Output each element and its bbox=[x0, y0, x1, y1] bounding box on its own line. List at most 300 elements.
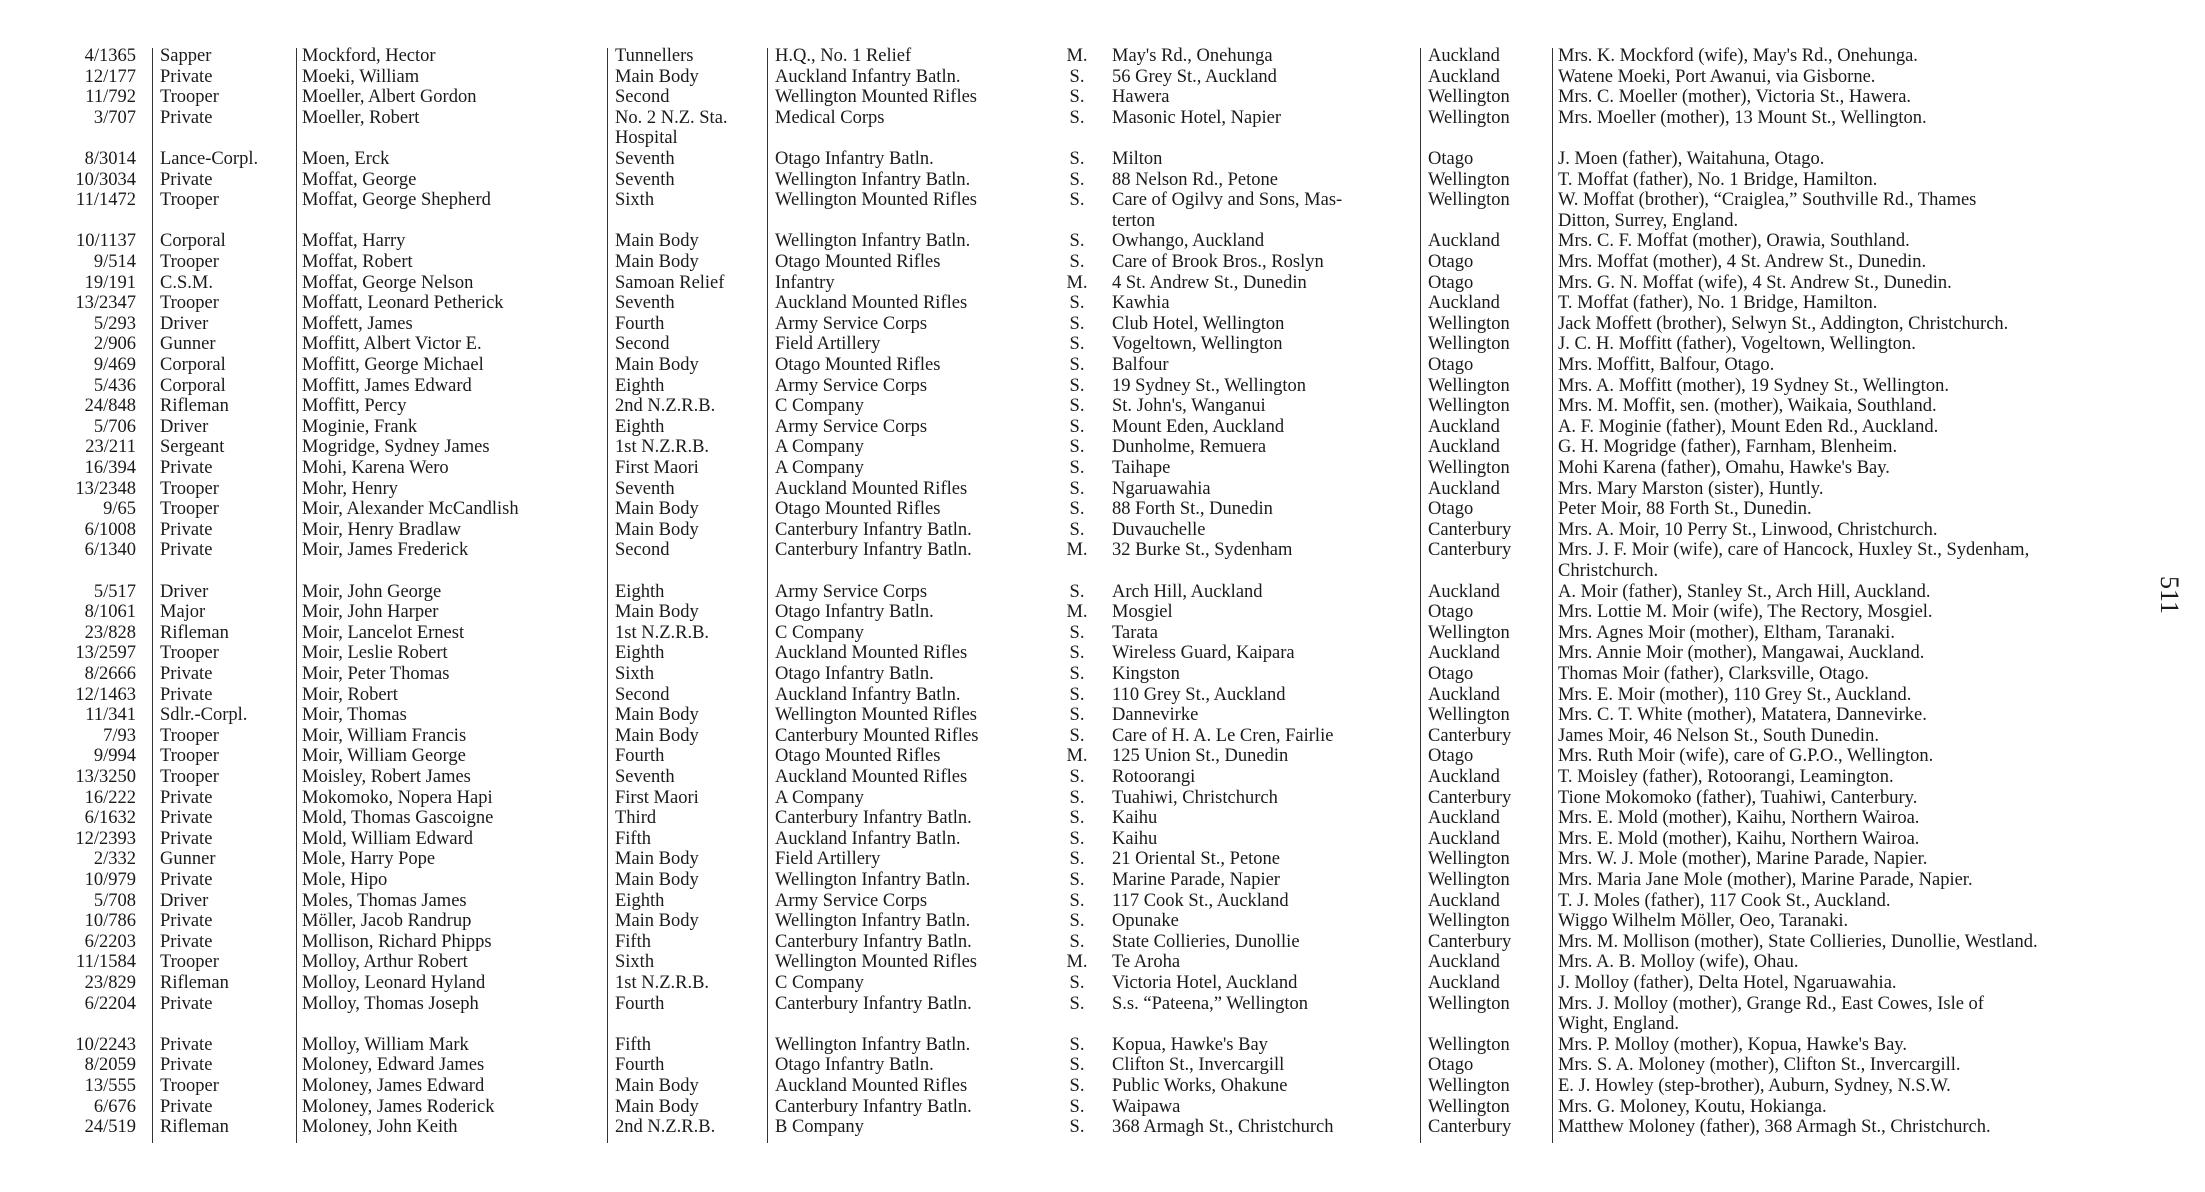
service-number-cell: 12/1463 bbox=[75, 684, 136, 705]
district-cell: Auckland bbox=[1428, 293, 1500, 314]
service-number-cell: 5/293 bbox=[93, 313, 136, 334]
unit-cell: Wellington Infantry Batln. bbox=[775, 169, 971, 190]
marital-status-cell: S. bbox=[1069, 664, 1085, 684]
district-cell: Wellington bbox=[1428, 87, 1510, 108]
rank-cell: Trooper bbox=[160, 643, 219, 664]
rank-cell: Private bbox=[160, 664, 213, 684]
table-row bbox=[0, 231, 2205, 251]
soldier-name-cell: Moir, John Harper bbox=[302, 602, 439, 623]
unit-cell: Wellington Mounted Rifles bbox=[775, 705, 977, 726]
unit-cell: Otago Mounted Rifles bbox=[775, 355, 941, 375]
marital-status-cell: M. bbox=[1066, 602, 1088, 623]
draft-cell: Main Body bbox=[615, 911, 699, 932]
next-of-kin-cell: Mrs. M. Mollison (mother), State Collieries, Dunollie, Westland. bbox=[1558, 931, 2038, 952]
next-of-kin-cell: Mrs. A. B. Molloy (wife), Ohau. bbox=[1558, 952, 1799, 973]
next-of-kin-cell: E. J. Howley (step-brother), Auburn, Sydney, N.S.W. bbox=[1558, 1076, 1951, 1096]
table-row bbox=[0, 170, 2205, 190]
unit-cell: Canterbury Infantry Batln. bbox=[775, 808, 972, 829]
address-cell: Kopua, Hawke's Bay bbox=[1112, 1034, 1268, 1055]
unit-cell: Wellington Infantry Batln. bbox=[775, 1034, 971, 1055]
address-cell: 368 Armagh St., Christchurch bbox=[1112, 1117, 1334, 1138]
next-of-kin-cell: T. Moffat (father), No. 1 Bridge, Hamilton. bbox=[1558, 169, 1878, 190]
address-cell: Te Aroha bbox=[1112, 952, 1181, 973]
draft-cell: Fourth bbox=[615, 993, 665, 1014]
rank-cell: Private bbox=[160, 458, 213, 478]
draft-cell: 2nd N.Z.R.B. bbox=[615, 1117, 716, 1138]
rank-cell: Driver bbox=[160, 416, 209, 437]
unit-cell: Wellington Mounted Rifles bbox=[775, 190, 977, 211]
service-number-cell: 5/517 bbox=[93, 581, 136, 602]
soldier-name-cell: Moeki, William bbox=[302, 66, 420, 87]
draft-cell: Second bbox=[615, 87, 670, 108]
next-of-kin-cell: Jack Moffett (brother), Selwyn St., Addington, Christchurch. bbox=[1558, 313, 2009, 334]
district-cell: Auckland bbox=[1428, 478, 1500, 499]
draft-cell: Fifth bbox=[615, 1034, 651, 1055]
table-row bbox=[0, 685, 2205, 705]
address-cell: 56 Grey St., Auckland bbox=[1112, 66, 1277, 87]
marital-status-cell: S. bbox=[1069, 911, 1085, 932]
draft-cell: Second bbox=[615, 334, 670, 355]
district-cell: Auckland bbox=[1428, 890, 1500, 911]
district-cell: Canterbury bbox=[1428, 725, 1512, 746]
soldier-name-cell: Moginie, Frank bbox=[302, 416, 418, 437]
service-number-cell: 11/341 bbox=[85, 705, 136, 726]
address-cell: State Collieries, Dunollie bbox=[1112, 931, 1300, 952]
marital-status-cell: S. bbox=[1069, 1034, 1085, 1055]
unit-cell: Wellington Infantry Batln. bbox=[775, 870, 971, 890]
draft-cell: Main Body bbox=[615, 870, 699, 890]
soldier-name-cell: Moffat, George bbox=[302, 169, 417, 190]
unit-cell: Canterbury Infantry Batln. bbox=[775, 540, 972, 561]
rank-cell: Corporal bbox=[160, 375, 226, 396]
next-of-kin-cell: Mrs. J. F. Moir (wife), care of Hancock, Huxley St., Sydenham, bbox=[1558, 540, 2030, 561]
unit-cell: Canterbury Mounted Rifles bbox=[775, 725, 979, 746]
marital-status-cell: M. bbox=[1066, 952, 1088, 973]
unit-cell: Infantry bbox=[775, 272, 835, 293]
next-of-kin-cell: Matthew Moloney (father), 368 Armagh St., Christchurch. bbox=[1558, 1117, 1991, 1138]
table-row bbox=[0, 1035, 2205, 1055]
district-cell: Wellington bbox=[1428, 169, 1510, 190]
rank-cell: Trooper bbox=[160, 499, 219, 520]
table-row bbox=[0, 128, 2205, 148]
unit-cell: Wellington Infantry Batln. bbox=[775, 911, 971, 932]
rank-cell: Private bbox=[160, 808, 213, 829]
service-number-cell: 9/514 bbox=[93, 252, 136, 272]
service-number-cell: 24/848 bbox=[84, 396, 136, 417]
service-number-cell: 19/191 bbox=[84, 272, 136, 293]
marital-status-cell: S. bbox=[1069, 767, 1085, 787]
service-number-cell: 6/676 bbox=[93, 1096, 136, 1117]
soldier-name-cell: Moffat, George Nelson bbox=[302, 272, 474, 293]
address-cell: St. John's, Wanganui bbox=[1112, 396, 1266, 417]
next-of-kin-cell: Mrs. W. J. Mole (mother), Marine Parade, Napier. bbox=[1558, 849, 1928, 870]
rank-cell: Private bbox=[160, 66, 213, 87]
district-cell: Wellington bbox=[1428, 1034, 1510, 1055]
soldier-name-cell: Moffitt, George Michael bbox=[302, 355, 484, 375]
table-row bbox=[0, 458, 2205, 478]
unit-cell: Auckland Mounted Rifles bbox=[775, 767, 968, 787]
next-of-kin-cell: Christchurch. bbox=[1558, 561, 1659, 581]
marital-status-cell: M. bbox=[1066, 272, 1088, 293]
service-number-cell: 8/1061 bbox=[84, 602, 136, 623]
marital-status-cell: S. bbox=[1069, 416, 1085, 437]
marital-status-cell: S. bbox=[1069, 458, 1085, 478]
table-row bbox=[0, 623, 2205, 643]
address-cell: Rotoorangi bbox=[1112, 767, 1196, 787]
service-number-cell: 10/3034 bbox=[75, 169, 136, 190]
draft-cell: Eighth bbox=[615, 643, 665, 664]
address-cell: 88 Nelson Rd., Petone bbox=[1112, 169, 1278, 190]
service-number-cell: 6/1008 bbox=[84, 519, 136, 540]
district-cell: Canterbury bbox=[1428, 1117, 1512, 1138]
soldier-name-cell: Moffitt, Percy bbox=[302, 396, 407, 417]
district-cell: Canterbury bbox=[1428, 787, 1512, 808]
draft-cell: Seventh bbox=[615, 293, 675, 314]
rank-cell: Private bbox=[160, 1055, 213, 1076]
soldier-name-cell: Moir, Lancelot Ernest bbox=[302, 622, 465, 643]
address-cell: Duvauchelle bbox=[1112, 519, 1206, 540]
unit-cell: C Company bbox=[775, 622, 864, 643]
service-number-cell: 5/706 bbox=[93, 416, 136, 437]
draft-cell: Main Body bbox=[615, 231, 699, 252]
unit-cell: Auckland Mounted Rifles bbox=[775, 643, 968, 664]
rank-cell: Private bbox=[160, 684, 213, 705]
marital-status-cell: S. bbox=[1069, 334, 1085, 355]
next-of-kin-cell: Mrs. P. Molloy (mother), Kopua, Hawke's Bay. bbox=[1558, 1034, 1907, 1055]
next-of-kin-cell: Mrs. Lottie M. Moir (wife), The Rectory, Mosgiel. bbox=[1558, 602, 1933, 623]
next-of-kin-cell: Mrs. Mary Marston (sister), Huntly. bbox=[1558, 478, 1824, 499]
address-cell: Marine Parade, Napier bbox=[1112, 870, 1280, 890]
table-row bbox=[0, 293, 2205, 313]
table-row bbox=[0, 1076, 2205, 1096]
unit-cell: Otago Infantry Batln. bbox=[775, 1055, 934, 1076]
draft-cell: No. 2 N.Z. Sta. bbox=[615, 107, 728, 128]
address-cell: Care of Brook Bros., Roslyn bbox=[1112, 252, 1324, 272]
marital-status-cell: S. bbox=[1069, 519, 1085, 540]
service-number-cell: 3/707 bbox=[93, 107, 136, 128]
table-row bbox=[0, 952, 2205, 972]
draft-cell: Sixth bbox=[615, 952, 655, 973]
district-cell: Wellington bbox=[1428, 870, 1510, 890]
soldier-name-cell: Moffat, Robert bbox=[302, 252, 413, 272]
table-row bbox=[0, 973, 2205, 993]
draft-cell: Main Body bbox=[615, 66, 699, 87]
next-of-kin-cell: Ditton, Surrey, England. bbox=[1558, 210, 1739, 231]
address-cell: Mount Eden, Auckland bbox=[1112, 416, 1285, 437]
address-cell: Victoria Hotel, Auckland bbox=[1112, 973, 1298, 993]
unit-cell: A Company bbox=[775, 458, 864, 478]
soldier-name-cell: Moeller, Albert Gordon bbox=[302, 87, 477, 108]
marital-status-cell: S. bbox=[1069, 87, 1085, 108]
soldier-name-cell: Moffatt, Leonard Petherick bbox=[302, 293, 504, 314]
service-number-cell: 9/65 bbox=[103, 499, 136, 520]
marital-status-cell: M. bbox=[1066, 540, 1088, 561]
draft-cell: Sixth bbox=[615, 190, 655, 211]
unit-cell: Army Service Corps bbox=[775, 313, 928, 334]
address-cell: 19 Sydney St., Wellington bbox=[1112, 375, 1306, 396]
service-number-cell: 4/1365 bbox=[84, 46, 136, 66]
address-cell: Hawera bbox=[1112, 87, 1170, 108]
marital-status-cell: S. bbox=[1069, 808, 1085, 829]
draft-cell: 1st N.Z.R.B. bbox=[615, 622, 710, 643]
district-cell: Otago bbox=[1428, 602, 1474, 623]
next-of-kin-cell: Mrs. Agnes Moir (mother), Eltham, Taranaki. bbox=[1558, 622, 1895, 643]
service-number-cell: 16/394 bbox=[84, 458, 136, 478]
address-cell: Public Works, Ohakune bbox=[1112, 1076, 1288, 1096]
rank-cell: Trooper bbox=[160, 725, 219, 746]
soldier-name-cell: Moir, John George bbox=[302, 581, 442, 602]
next-of-kin-cell: Tione Mokomoko (father), Tuahiwi, Canterbury. bbox=[1558, 787, 1918, 808]
rank-cell: Gunner bbox=[160, 849, 216, 870]
district-cell: Wellington bbox=[1428, 705, 1510, 726]
district-cell: Auckland bbox=[1428, 643, 1500, 664]
address-cell: Owhango, Auckland bbox=[1112, 231, 1265, 252]
service-number-cell: 11/1472 bbox=[76, 190, 136, 211]
district-cell: Auckland bbox=[1428, 437, 1500, 458]
unit-cell: Auckland Mounted Rifles bbox=[775, 293, 968, 314]
table-row bbox=[0, 808, 2205, 828]
soldier-name-cell: Moffat, George Shepherd bbox=[302, 190, 491, 211]
draft-cell: Third bbox=[615, 808, 657, 829]
unit-cell: C Company bbox=[775, 973, 864, 993]
soldier-name-cell: Mole, Harry Pope bbox=[302, 849, 436, 870]
table-row bbox=[0, 540, 2205, 560]
draft-cell: Seventh bbox=[615, 478, 675, 499]
address-cell: Clifton St., Invercargill bbox=[1112, 1055, 1285, 1076]
soldier-name-cell: Moisley, Robert James bbox=[302, 767, 471, 787]
district-cell: Canterbury bbox=[1428, 931, 1512, 952]
unit-cell: Field Artillery bbox=[775, 334, 881, 355]
draft-cell: Main Body bbox=[615, 519, 699, 540]
district-cell: Wellington bbox=[1428, 190, 1510, 211]
service-number-cell: 6/1632 bbox=[84, 808, 136, 829]
address-cell: 117 Cook St., Auckland bbox=[1112, 890, 1289, 911]
soldier-name-cell: Moen, Erck bbox=[302, 149, 390, 169]
soldier-name-cell: Molloy, Leonard Hyland bbox=[302, 973, 486, 993]
rank-cell: Gunner bbox=[160, 334, 216, 355]
unit-cell: Otago Mounted Rifles bbox=[775, 252, 941, 272]
rank-cell: Sapper bbox=[160, 46, 212, 66]
marital-status-cell: S. bbox=[1069, 478, 1085, 499]
district-cell: Wellington bbox=[1428, 849, 1510, 870]
unit-cell: Auckland Infantry Batln. bbox=[775, 684, 961, 705]
table-row bbox=[0, 314, 2205, 334]
next-of-kin-cell: Peter Moir, 88 Forth St., Dunedin. bbox=[1558, 499, 1812, 520]
address-cell: 32 Burke St., Sydenham bbox=[1112, 540, 1293, 561]
rank-cell: Rifleman bbox=[160, 622, 229, 643]
table-row bbox=[0, 849, 2205, 869]
table-row bbox=[0, 643, 2205, 663]
table-row bbox=[0, 994, 2205, 1014]
unit-cell: Auckland Infantry Batln. bbox=[775, 828, 961, 849]
draft-cell: Eighth bbox=[615, 581, 665, 602]
address-cell: Milton bbox=[1112, 149, 1163, 169]
district-cell: Wellington bbox=[1428, 458, 1510, 478]
table-row bbox=[0, 1014, 2205, 1034]
rank-cell: Corporal bbox=[160, 231, 226, 252]
next-of-kin-cell: A. F. Moginie (father), Mount Eden Rd., Auckland. bbox=[1558, 416, 1939, 437]
table-row bbox=[0, 479, 2205, 499]
unit-cell: A Company bbox=[775, 787, 864, 808]
unit-cell: Otago Infantry Batln. bbox=[775, 149, 934, 169]
rank-cell: Trooper bbox=[160, 293, 219, 314]
district-cell: Wellington bbox=[1428, 334, 1510, 355]
marital-status-cell: S. bbox=[1069, 437, 1085, 458]
district-cell: Otago bbox=[1428, 252, 1474, 272]
next-of-kin-cell: Mrs. Annie Moir (mother), Mangawai, Auckland. bbox=[1558, 643, 1925, 664]
marital-status-cell: S. bbox=[1069, 870, 1085, 890]
draft-cell: Hospital bbox=[615, 128, 678, 149]
next-of-kin-cell: T. Moffat (father), No. 1 Bridge, Hamilton. bbox=[1558, 293, 1878, 314]
address-cell: Kaihu bbox=[1112, 828, 1158, 849]
draft-cell: Fourth bbox=[615, 746, 665, 767]
draft-cell: Eighth bbox=[615, 890, 665, 911]
service-number-cell: 23/829 bbox=[84, 973, 136, 993]
soldier-name-cell: Moloney, James Edward bbox=[302, 1076, 485, 1096]
soldier-name-cell: Moir, William George bbox=[302, 746, 466, 767]
next-of-kin-cell: Mrs. E. Mold (mother), Kaihu, Northern Wairoa. bbox=[1558, 828, 1920, 849]
next-of-kin-cell: Mrs. A. Moffitt (mother), 19 Sydney St., Wellington. bbox=[1558, 375, 1949, 396]
next-of-kin-cell: Thomas Moir (father), Clarksville, Otago. bbox=[1558, 664, 1869, 684]
rank-cell: Sdlr.-Corpl. bbox=[160, 705, 248, 726]
marital-status-cell: S. bbox=[1069, 313, 1085, 334]
table-row bbox=[0, 355, 2205, 375]
soldier-name-cell: Moloney, James Roderick bbox=[302, 1096, 495, 1117]
rank-cell: Trooper bbox=[160, 952, 219, 973]
service-number-cell: 13/2597 bbox=[75, 643, 136, 664]
unit-cell: Field Artillery bbox=[775, 849, 881, 870]
table-row bbox=[0, 437, 2205, 457]
table-row bbox=[0, 396, 2205, 416]
next-of-kin-cell: Mrs. C. F. Moffat (mother), Orawia, Southland. bbox=[1558, 231, 1910, 252]
draft-cell: Main Body bbox=[615, 355, 699, 375]
marital-status-cell: S. bbox=[1069, 1096, 1085, 1117]
service-number-cell: 12/177 bbox=[84, 66, 136, 87]
address-cell: Wireless Guard, Kaipara bbox=[1112, 643, 1295, 664]
service-number-cell: 8/2666 bbox=[84, 664, 136, 684]
address-cell: 125 Union St., Dunedin bbox=[1112, 746, 1289, 767]
marital-status-cell: S. bbox=[1069, 1117, 1085, 1138]
table-row bbox=[0, 1097, 2205, 1117]
next-of-kin-cell: Mrs. G. N. Moffat (wife), 4 St. Andrew St., Dunedin. bbox=[1558, 272, 1952, 293]
rank-cell: Private bbox=[160, 1096, 213, 1117]
next-of-kin-cell: J. Molloy (father), Delta Hotel, Ngaruawahia. bbox=[1558, 973, 1897, 993]
address-cell: Opunake bbox=[1112, 911, 1179, 932]
address-cell: terton bbox=[1112, 210, 1156, 231]
draft-cell: Main Body bbox=[615, 725, 699, 746]
service-number-cell: 13/2348 bbox=[75, 478, 136, 499]
page-number: 511 bbox=[2155, 575, 2185, 615]
soldier-name-cell: Molloy, William Mark bbox=[302, 1034, 469, 1055]
rank-cell: Private bbox=[160, 911, 213, 932]
table-row bbox=[0, 46, 2205, 66]
draft-cell: 2nd N.Z.R.B. bbox=[615, 396, 716, 417]
soldier-name-cell: Mohi, Karena Wero bbox=[302, 458, 449, 478]
table-row bbox=[0, 417, 2205, 437]
marital-status-cell: S. bbox=[1069, 190, 1085, 211]
unit-cell: Wellington Mounted Rifles bbox=[775, 87, 977, 108]
rank-cell: Private bbox=[160, 519, 213, 540]
address-cell: Dunholme, Remuera bbox=[1112, 437, 1267, 458]
address-cell: Club Hotel, Wellington bbox=[1112, 313, 1285, 334]
next-of-kin-cell: Wight, England. bbox=[1558, 1014, 1680, 1035]
draft-cell: Sixth bbox=[615, 664, 655, 684]
draft-cell: 1st N.Z.R.B. bbox=[615, 437, 710, 458]
unit-cell: Canterbury Infantry Batln. bbox=[775, 993, 972, 1014]
soldier-name-cell: Moffitt, Albert Victor E. bbox=[302, 334, 482, 355]
district-cell: Canterbury bbox=[1428, 519, 1512, 540]
address-cell: Vogeltown, Wellington bbox=[1112, 334, 1283, 355]
district-cell: Wellington bbox=[1428, 911, 1510, 932]
district-cell: Otago bbox=[1428, 355, 1474, 375]
soldier-name-cell: Moir, Alexander McCandlish bbox=[302, 499, 519, 520]
unit-cell: Army Service Corps bbox=[775, 416, 928, 437]
address-cell: Kawhia bbox=[1112, 293, 1170, 314]
rank-cell: Driver bbox=[160, 581, 209, 602]
table-row bbox=[0, 746, 2205, 766]
service-number-cell: 11/792 bbox=[85, 87, 136, 108]
service-number-cell: 10/786 bbox=[84, 911, 136, 932]
address-cell: S.s. “Pateena,” Wellington bbox=[1112, 993, 1308, 1014]
next-of-kin-cell: Mrs. K. Mockford (wife), May's Rd., Onehunga. bbox=[1558, 46, 1918, 66]
address-cell: Arch Hill, Auckland bbox=[1112, 581, 1263, 602]
service-number-cell: 5/436 bbox=[93, 375, 136, 396]
rank-cell: Rifleman bbox=[160, 396, 229, 417]
draft-cell: Main Body bbox=[615, 602, 699, 623]
next-of-kin-cell: Mrs. G. Moloney, Koutu, Hokianga. bbox=[1558, 1096, 1827, 1117]
district-cell: Auckland bbox=[1428, 46, 1500, 66]
soldier-name-cell: Moloney, John Keith bbox=[302, 1117, 458, 1138]
soldier-name-cell: Mohr, Henry bbox=[302, 478, 398, 499]
marital-status-cell: M. bbox=[1066, 46, 1088, 66]
marital-status-cell: S. bbox=[1069, 849, 1085, 870]
marital-status-cell: S. bbox=[1069, 705, 1085, 726]
district-cell: Auckland bbox=[1428, 581, 1500, 602]
soldier-name-cell: Möller, Jacob Randrup bbox=[302, 911, 472, 932]
draft-cell: Eighth bbox=[615, 416, 665, 437]
unit-cell: A Company bbox=[775, 437, 864, 458]
district-cell: Canterbury bbox=[1428, 540, 1512, 561]
next-of-kin-cell: G. H. Mogridge (father), Farnham, Blenheim. bbox=[1558, 437, 1898, 458]
service-number-cell: 6/1340 bbox=[84, 540, 136, 561]
district-cell: Auckland bbox=[1428, 231, 1500, 252]
soldier-name-cell: Moles, Thomas James bbox=[302, 890, 467, 911]
next-of-kin-cell: Mrs. C. Moeller (mother), Victoria St., Hawera. bbox=[1558, 87, 1912, 108]
rank-cell: Private bbox=[160, 931, 213, 952]
rank-cell: Corporal bbox=[160, 355, 226, 375]
address-cell: Kaihu bbox=[1112, 808, 1158, 829]
address-cell: 110 Grey St., Auckland bbox=[1112, 684, 1286, 705]
table-row bbox=[0, 252, 2205, 272]
draft-cell: First Maori bbox=[615, 787, 699, 808]
marital-status-cell: S. bbox=[1069, 787, 1085, 808]
marital-status-cell: S. bbox=[1069, 622, 1085, 643]
service-number-cell: 8/3014 bbox=[84, 149, 136, 169]
soldier-name-cell: Moeller, Robert bbox=[302, 107, 420, 128]
draft-cell: Fourth bbox=[615, 313, 665, 334]
marital-status-cell: S. bbox=[1069, 231, 1085, 252]
table-row bbox=[0, 211, 2205, 231]
address-cell: May's Rd., Onehunga bbox=[1112, 46, 1273, 66]
address-cell: Tarata bbox=[1112, 622, 1158, 643]
service-number-cell: 10/2243 bbox=[75, 1034, 136, 1055]
next-of-kin-cell: Mohi Karena (father), Omahu, Hawke's Bay. bbox=[1558, 458, 1890, 478]
district-cell: Auckland bbox=[1428, 416, 1500, 437]
soldier-name-cell: Mockford, Hector bbox=[302, 46, 436, 66]
district-cell: Wellington bbox=[1428, 107, 1510, 128]
next-of-kin-cell: A. Moir (father), Stanley St., Arch Hill, Auckland. bbox=[1558, 581, 1931, 602]
table-row bbox=[0, 767, 2205, 787]
